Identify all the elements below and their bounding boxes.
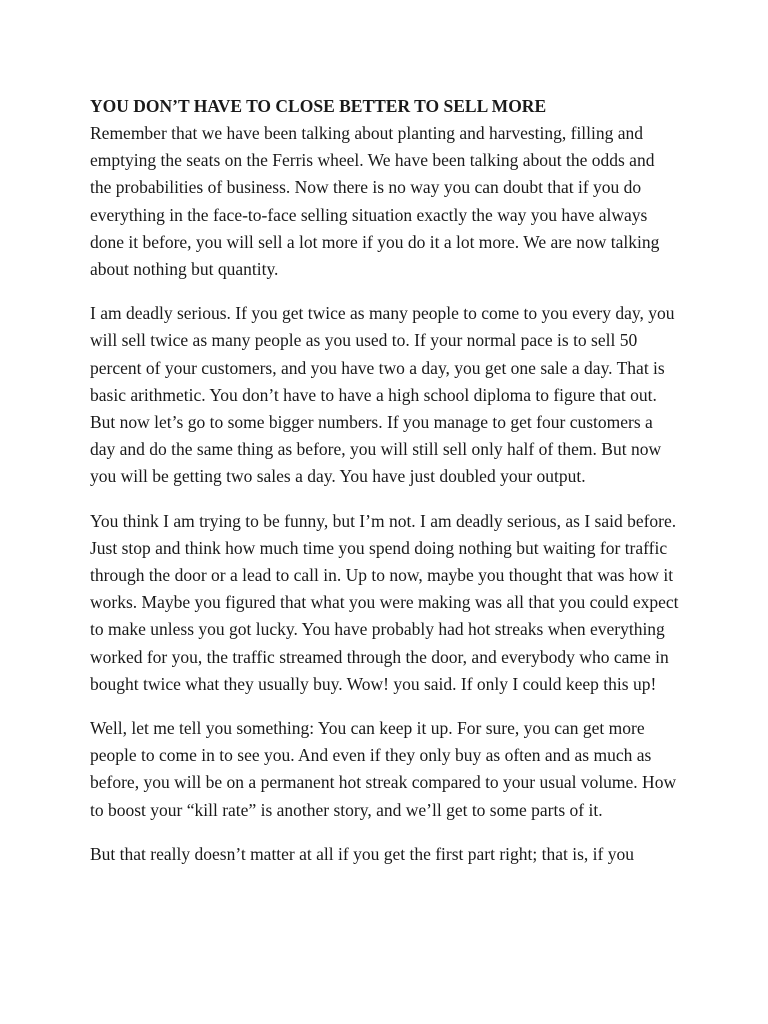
paragraph-1: Remember that we have been talking about planting and harvesting, filling and emptying the seats on the Ferris wheel. We have been talking about the odds and the probabilities of business. Now there is no way you can doubt that if you do everything in the face-to-face selling situation exactly the way you have always done it before, you will sell a lot more if you do it a lot more. We are now talking about nothing but quantity. <box>90 123 660 280</box>
paragraph-4: Well, let me tell you something: You can keep it up. For sure, you can get more people to come in to see you. And even if they only buy as often and as much as before, you will be on a permanent hot streak compared to your usual volume. How to boost your “kill rate” is another story, and we’ll get to some parts of it. <box>90 718 677 820</box>
paragraph-5: But that really doesn’t matter at all if you get the first part right; that is, if you <box>90 843 634 864</box>
paragraph-3: You think I am trying to be funny, but I’m not. I am deadly serious, as I said before. Just stop and think how much time you spend doing nothing but waiting for traffic through the door or a lead to call in. Up to now, maybe you thought that was how it works. Maybe you figured that what you were making was all that you could expect to make unless you got lucky. You have probably had hot streaks when everything worked for you, the traffic streamed through the door, and everybody who came in bought twice what they usually buy. Wow! you said. If only I could keep this up! <box>90 510 679 694</box>
section-heading: YOU DON’T HAVE TO CLOSE BETTER TO SELL MORE <box>90 96 547 116</box>
document-body <box>90 93 680 885</box>
paragraph-2: I am deadly serious. If you get twice as many people to come to you every day, you will sell twice as many people as you used to. If your normal pace is to sell 50 percent of your customers, and you have two a day, you get one sale a day. That is basic arithmetic. You don’t have to have a high school diploma to figure that out. But now let’s go to some bigger numbers. If you manage to get four customers a day and do the same thing as before, you will still sell only half of them. But now you will be getting two sales a day. You have just doubled your output. <box>90 303 675 487</box>
